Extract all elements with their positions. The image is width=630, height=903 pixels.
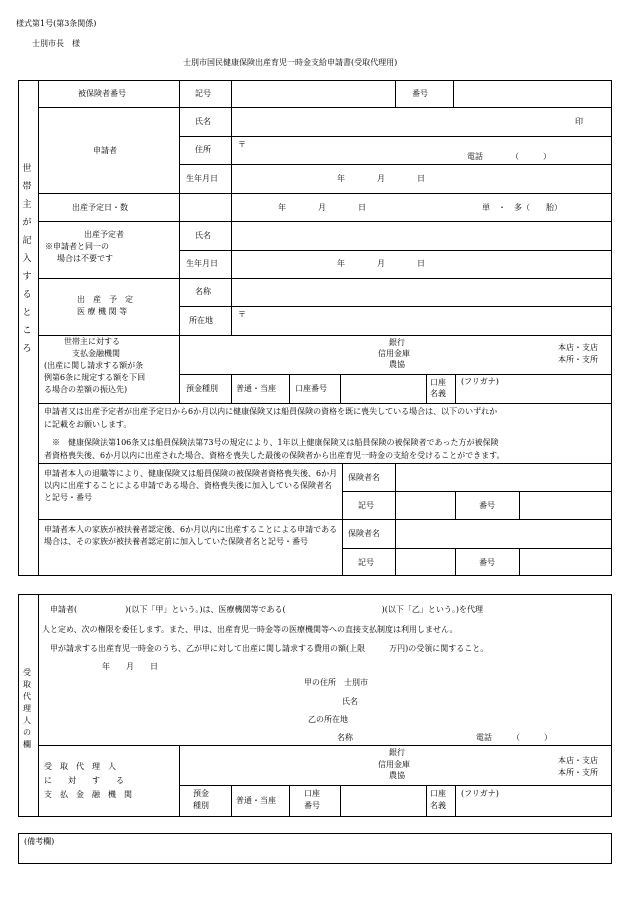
proxy-phone-b: 電話 （ ）	[476, 733, 552, 742]
proxy-name-a: 氏名	[342, 697, 358, 706]
payee-branch-type1: 本店・支店	[558, 756, 598, 765]
mother-name-label: 氏名	[195, 231, 211, 240]
bank-type-noukyou: 農協	[389, 360, 405, 369]
payee-bank-type-bank: 銀行	[389, 748, 405, 757]
case2-insurer-name: 保険者名	[348, 529, 380, 538]
payee-account-no1: 口座	[304, 789, 320, 798]
section1-side-label: 世帯主が記入するところ	[22, 164, 32, 354]
branch-type1: 本店・支店	[558, 343, 598, 352]
birth-count: 単 ・ 多（ 胎）	[482, 203, 562, 212]
payee-deposit-options: 普通・当座	[236, 796, 276, 805]
payee-label2: に 対 す る	[44, 776, 124, 785]
payee-account-name1: 口座	[430, 789, 446, 798]
proxy-addr-a: 甲の住所 士別市	[304, 678, 368, 687]
case2-text: 申請者本人の家族が被扶養者認定後、6か月以内に出産することによる申請である場合は、その家族が被扶養者認定前に加入していた保険者名と記号・番号	[44, 525, 338, 546]
payee-account-no2: 番号	[304, 801, 320, 810]
form-title: 士別市国民健康保険出産育児一時金支給申請書(受取代理用)	[183, 58, 398, 67]
note1a: 申請者又は出産予定者が出産予定日から6か月以内に健康保険又は船員保険の資格を既に喪失している場合は、以下のいずれか	[44, 407, 498, 416]
case2-bangou: 番号	[479, 558, 495, 567]
proxy-para1b: 人と定め、次の権限を委任します。また、甲は、出産育児一時金等の医療機関等への直接支払制度は利用しません。	[42, 625, 458, 634]
applicant-label: 申請者	[93, 146, 117, 155]
mother-note2: 場合は不要です	[57, 254, 113, 263]
account-number-label: 口座番号	[295, 384, 327, 393]
note1b: に記載をお願いします。	[44, 420, 132, 429]
proxy-addr-b: 乙の所在地	[308, 715, 348, 724]
deposit-options: 普通・当座	[236, 384, 276, 393]
proxy-para2: 甲が請求する出産育児一時金のうち、乙が甲に対して出産に関し請求する費用の額(上限 万円)の受領に関すること。	[50, 644, 489, 653]
note2b: 者資格喪失後、6か月以内に出産された場合、資格を喪失した最後の保険者から出産育児一時金の支給を受けることができます。	[44, 451, 505, 460]
applicant-address-label: 住所	[195, 145, 211, 154]
seal-mark: 印	[575, 117, 583, 126]
insured-number-label: 被保険者番号	[78, 89, 126, 98]
case2-kigou: 記号	[358, 558, 374, 567]
payee-label3: 支 払 金 融 機 関	[44, 790, 132, 799]
case1-kigou: 記号	[358, 501, 374, 510]
facility-label2: 医 療 機 関 等	[77, 307, 128, 316]
deposit-type-label: 預金種別	[186, 384, 218, 393]
note2a: ※ 健康保険法第106条又は船員保険法第73号の規定により、1年以上健康保険又は船員保険の被保険者であった方が被保険	[52, 438, 499, 447]
postal-mark: 〒	[238, 140, 246, 149]
mother-note1: ※申請者と同一の	[45, 242, 109, 251]
case1-insurer-name: 保険者名	[348, 473, 380, 482]
payee-furigana: (フリガナ)	[461, 789, 499, 798]
case1-text: 申請者本人の退職等により、健康保険又は船員保険の被保険者資格喪失後、6か月以内に出産することによる申請である場合、資格喪失後に加入している保険者名と記号・番号	[44, 469, 338, 502]
facility-postal-mark: 〒	[238, 310, 246, 319]
mother-birthdate-label: 生年月日	[186, 259, 218, 268]
bank-label5: る場合の差額の振込先)	[44, 385, 128, 394]
account-name-label: 口座名義	[430, 378, 446, 398]
remarks-box[interactable]	[18, 833, 612, 864]
proxy-date: 年 月 日	[102, 662, 158, 671]
payee-account-name2: 名義	[430, 801, 446, 810]
addressee: 士別市長 様	[32, 39, 80, 48]
applicant-birthdate-label: 生年月日	[186, 174, 218, 183]
facility-address-label: 所在地	[189, 316, 213, 325]
mother-birthdate-ymd: 年 月 日	[337, 259, 425, 268]
payee-branch-type2: 本所・支所	[558, 768, 598, 777]
proxy-para1a: 申請者( )(以下「甲」という。)は、医療機関等である( )(以下「乙」という。)を代理	[50, 605, 483, 614]
furigana-label: (フリガナ)	[461, 377, 499, 386]
form-number: 様式第1号(第3条関係)	[16, 19, 97, 28]
applicant-name-label: 氏名	[195, 117, 211, 126]
bank-type-shinkin: 信用金庫	[378, 349, 410, 358]
bangou-label: 番号	[412, 89, 428, 98]
bank-label1: 世帯主に対する	[64, 337, 120, 346]
mother-label: 出産予定者	[84, 230, 124, 239]
branch-type2: 本所・支所	[558, 355, 598, 364]
payee-bank-type-noukyou: 農協	[389, 771, 405, 780]
bank-type-bank: 銀行	[389, 338, 405, 347]
case1-bangou: 番号	[479, 501, 495, 510]
payee-label1: 受 取 代 理 人	[44, 762, 116, 771]
due-date-value: 年 月 日	[278, 203, 366, 212]
payee-bank-type-shinkin: 信用金庫	[378, 760, 410, 769]
facility-name-label: 名称	[195, 287, 211, 296]
bank-label4: 例第6条に規定する額を下回	[44, 373, 146, 382]
applicant-phone: 電話 （ ）	[467, 152, 551, 161]
applicant-birthdate-ymd: 年 月 日	[337, 174, 425, 183]
facility-label1: 出 産 予 定	[77, 295, 133, 304]
remarks-label: (備考欄)	[24, 837, 55, 846]
due-date-label: 出産予定日・数	[72, 203, 128, 212]
section2-side-label: 受取代理人の欄	[23, 668, 31, 749]
bank-label3: (出産に関し請求する額が条	[44, 361, 144, 370]
payee-deposit-type2: 種別	[193, 801, 209, 810]
proxy-name-b: 名称	[337, 733, 353, 742]
kigou-label: 記号	[195, 89, 211, 98]
bank-label2: 支払金融機関	[72, 349, 120, 358]
payee-deposit-type1: 預金	[193, 789, 209, 798]
